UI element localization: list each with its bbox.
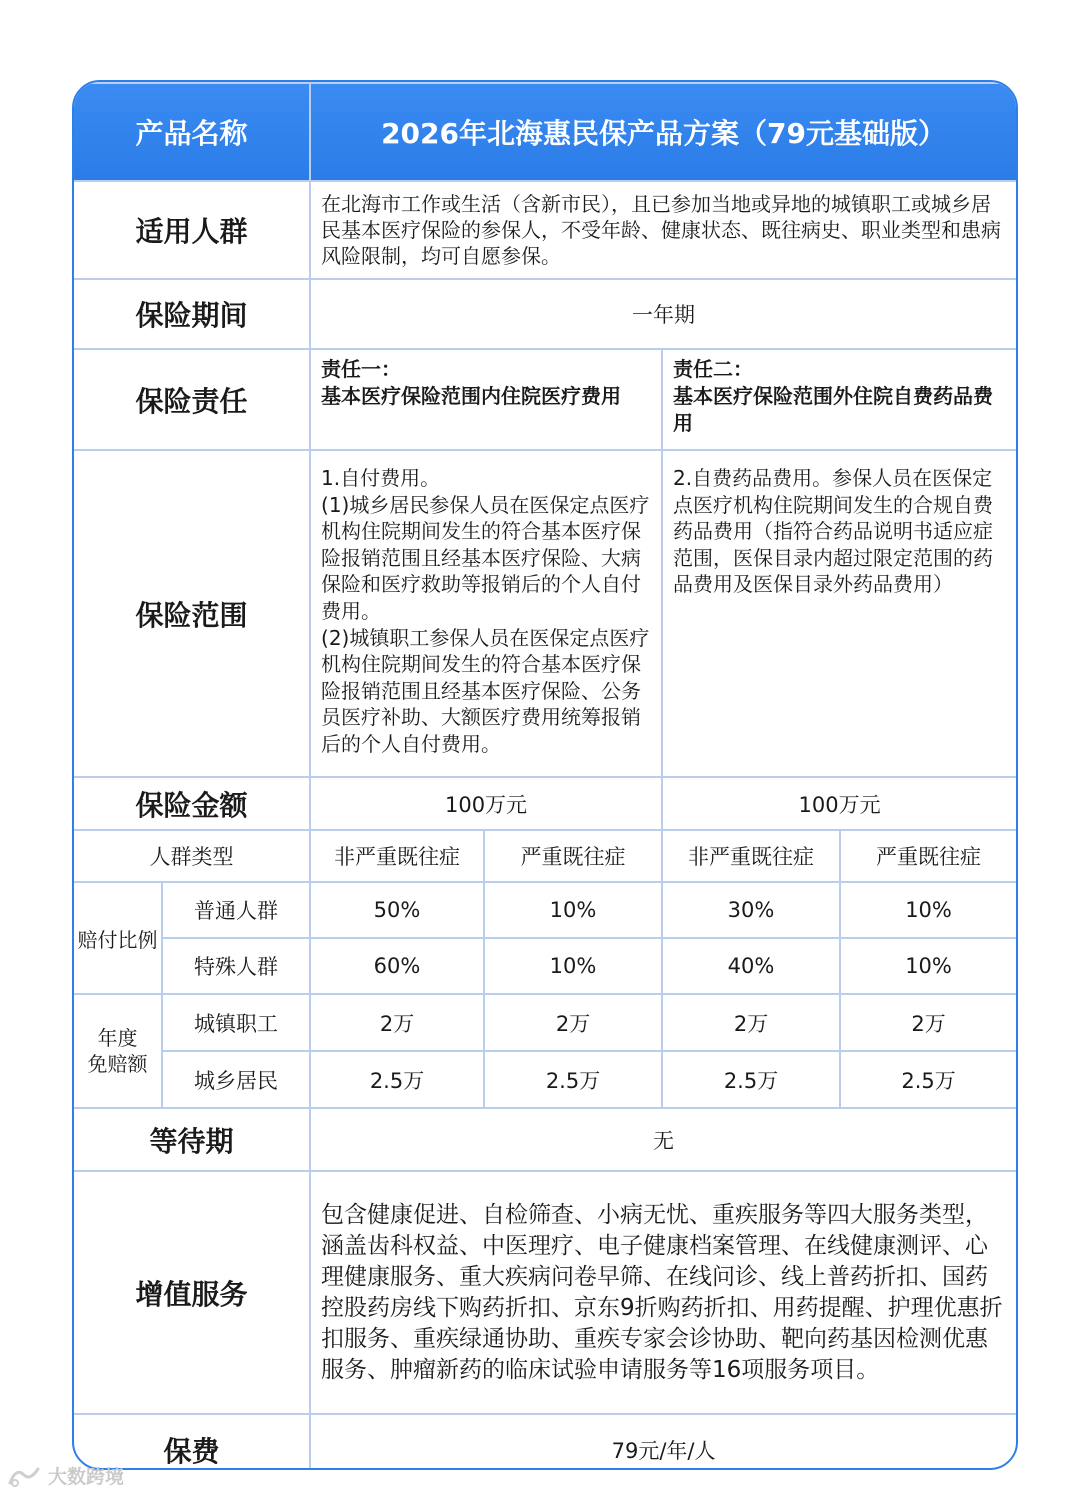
amount-duty-two: 100万元 (662, 777, 1016, 830)
deductible-value: 2.5万 (484, 1051, 662, 1108)
services-text: 包含健康促进、自检筛查、小病无忧、重疾服务等四大服务类型，涵盖齿科权益、中医理疗、电子健康档案管理、在线健康测评、心理健康服务、重大疾病问卷早筛、在线问诊、线上普药折扣、国药控股药房线下购药折扣、京东9折购药折扣、用药提醒、护理优惠折扣服务、重疾绿通协助、重疾专家会诊协助、靶向药基因检测优惠服务、肿瘤新药的临床试验申请服务等16项服务项目。 (310, 1171, 1016, 1414)
header-row (74, 83, 1016, 181)
deductible-value: 2万 (484, 994, 662, 1051)
period-value: 一年期 (310, 279, 1016, 349)
duty-one-title: 责任一： (321, 357, 402, 381)
group-header-row (74, 830, 1016, 882)
table-row (74, 882, 1016, 938)
premium-row (74, 1414, 1016, 1470)
ratio-row-name: 普通人群 (162, 882, 310, 938)
watermark-text: 大数跨境 (48, 1466, 125, 1488)
deductible-value: 2.5万 (310, 1051, 484, 1108)
ratio-value: 10% (840, 882, 1016, 938)
ratio-value: 30% (662, 882, 840, 938)
watermark (6, 1462, 124, 1489)
deductible-value: 2.5万 (840, 1051, 1016, 1108)
scope-label: 保险范围 (74, 450, 310, 777)
waiting-row (74, 1108, 1016, 1171)
col-non-severe-2: 非严重既往症 (662, 830, 840, 882)
deductible-value: 2万 (662, 994, 840, 1051)
ratio-row-name: 特殊人群 (162, 938, 310, 994)
product-table (74, 82, 1016, 1470)
waiting-value: 无 (310, 1108, 1016, 1171)
deductible-row-name: 城镇职工 (162, 994, 310, 1051)
ratio-value: 40% (662, 938, 840, 994)
scope-row (74, 450, 1016, 777)
deductible-value: 2.5万 (662, 1051, 840, 1108)
scope-duty-two-text: 2.自费药品费用。参保人员在医保定点医疗机构住院期间发生的合规自费药品费用（指符合药品说明书适应症范围，医保目录内超过限定范围的药品费用及医保目录外药品费用） (662, 450, 1016, 777)
duty-two-title: 责任二： (673, 357, 754, 381)
liability-label: 保险责任 (74, 349, 310, 450)
liability-row (74, 349, 1016, 450)
product-title: 2026年北海惠民保产品方案（79元基础版） (310, 83, 1016, 181)
ratio-value: 50% (310, 882, 484, 938)
dashu-logo-icon (6, 1463, 42, 1489)
table-row (74, 994, 1016, 1051)
duty-two (662, 349, 1016, 450)
ratio-value: 10% (840, 938, 1016, 994)
duty-one (310, 349, 662, 450)
deductible-label-line2: 免赔额 (87, 1052, 148, 1076)
col-severe-1: 严重既往症 (484, 830, 662, 882)
group-type-label: 人群类型 (74, 830, 310, 882)
deductible-row-name: 城乡居民 (162, 1051, 310, 1108)
scope-duty-one-text: 1.自付费用。 (1)城乡居民参保人员在医保定点医疗机构住院期间发生的符合基本医疗保险报销范围且经基本医疗保险、大病保险和医疗救助等报销后的个人自付费用。 (2)城镇职工参保人员在医保定点医疗机构住院期间发生的符合基本医疗保险报销范围且经基本医疗保险、公务员医疗补助、大额医疗费用统筹报销后的个人自付费用。 (310, 450, 662, 777)
ratio-value: 60% (310, 938, 484, 994)
eligibility-label: 适用人群 (74, 181, 310, 279)
table-row (74, 938, 1016, 994)
premium-label: 保费 (74, 1414, 310, 1470)
deductible-value: 2万 (840, 994, 1016, 1051)
table-row (74, 1051, 1016, 1108)
services-label: 增值服务 (74, 1171, 310, 1414)
waiting-label: 等待期 (74, 1108, 310, 1171)
ratio-value: 10% (484, 882, 662, 938)
product-name-label: 产品名称 (74, 83, 310, 181)
eligibility-text: 在北海市工作或生活（含新市民），且已参加当地或异地的城镇职工或城乡居民基本医疗保险的参保人，不受年龄、健康状态、既往病史、职业类型和患病风险限制，均可自愿参保。 (310, 181, 1016, 279)
product-table-card (72, 80, 1018, 1470)
ratio-label: 赔付比例 (74, 882, 162, 994)
col-non-severe-1: 非严重既往症 (310, 830, 484, 882)
duty-one-name: 基本医疗保险范围内住院医疗费用 (321, 384, 622, 408)
amount-label: 保险金额 (74, 777, 310, 830)
services-row (74, 1171, 1016, 1414)
eligibility-row (74, 181, 1016, 279)
premium-value: 79元/年/人 (310, 1414, 1016, 1470)
deductible-value: 2万 (310, 994, 484, 1051)
deductible-label (74, 994, 162, 1108)
col-severe-2: 严重既往症 (840, 830, 1016, 882)
period-label: 保险期间 (74, 279, 310, 349)
period-row (74, 279, 1016, 349)
amount-duty-one: 100万元 (310, 777, 662, 830)
duty-two-name: 基本医疗保险范围外住院自费药品费用 (673, 384, 994, 435)
deductible-label-line1: 年度 (97, 1026, 138, 1050)
amount-row (74, 777, 1016, 830)
ratio-value: 10% (484, 938, 662, 994)
